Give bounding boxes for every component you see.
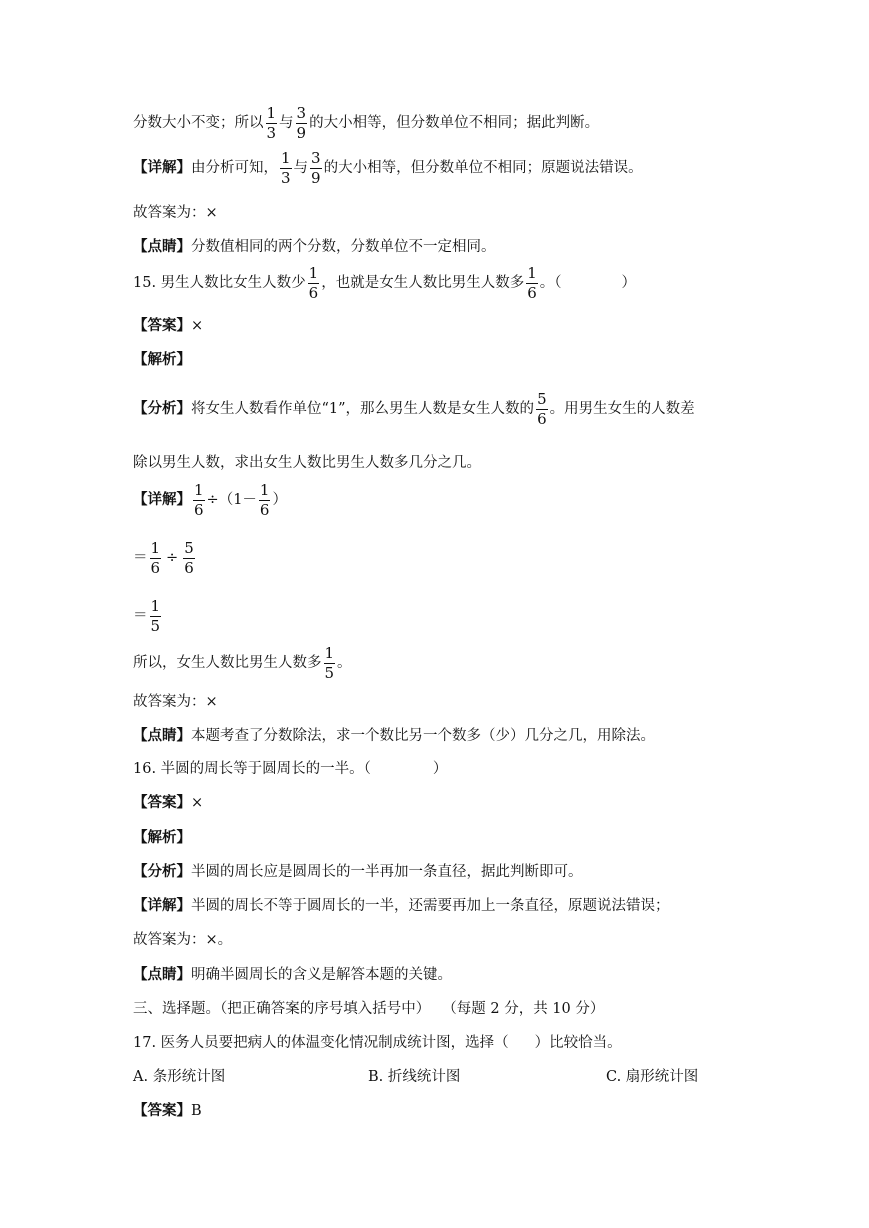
denominator: 5 bbox=[150, 617, 161, 635]
denominator: 6 bbox=[184, 559, 194, 577]
fraction bbox=[266, 106, 278, 141]
fraction bbox=[526, 266, 538, 301]
text: 。用男生女生的人数差 bbox=[549, 401, 695, 418]
fraction bbox=[324, 646, 336, 681]
tag-label: 【点睛】 bbox=[133, 238, 191, 255]
text: 所以，女生人数比男生人数多 bbox=[133, 655, 322, 672]
text: 的大小相等，但分数单位不相同；据此判断。 bbox=[309, 115, 600, 132]
tag-label: 【答案】 bbox=[133, 1102, 191, 1119]
step-2 bbox=[133, 599, 163, 634]
fraction bbox=[259, 483, 271, 518]
conclusion-15 bbox=[133, 646, 352, 681]
fraction bbox=[183, 541, 195, 576]
fraction bbox=[193, 483, 205, 518]
denominator: 6 bbox=[527, 284, 537, 302]
denominator: 5 bbox=[324, 664, 335, 682]
question-15 bbox=[133, 266, 636, 301]
text: 与 bbox=[279, 115, 294, 132]
option-c: C. 扇形统计图 bbox=[606, 1069, 699, 1085]
denominator: 3 bbox=[266, 124, 277, 142]
text: ）比较恰当。 bbox=[534, 1035, 622, 1051]
numerator: 1 bbox=[281, 149, 291, 167]
detail-16 bbox=[133, 899, 670, 914]
analysis-16 bbox=[133, 865, 583, 880]
tag-label: 【点睛】 bbox=[133, 966, 191, 983]
text: × bbox=[191, 318, 204, 334]
text: 本题考查了分数除法，求一个数比另一个数多（少）几分之几，用除法。 bbox=[191, 728, 655, 744]
tag-label: 【分析】 bbox=[133, 863, 191, 880]
text: 半圆的周长不等于圆周长的一半，还需要再加上一条直径，原题说法错误； bbox=[191, 898, 670, 914]
text: 由分析可知， bbox=[191, 160, 278, 177]
numerator: 5 bbox=[184, 539, 194, 557]
detail-line bbox=[133, 151, 643, 186]
denominator: 3 bbox=[281, 169, 291, 187]
operator: ÷ bbox=[166, 550, 179, 567]
tag-label: 【答案】 bbox=[133, 317, 191, 334]
fraction bbox=[150, 599, 162, 634]
text: 17. 医务人员要把病人的体温变化情况制成统计图，选择（ bbox=[133, 1035, 509, 1051]
answer-16 bbox=[133, 796, 203, 811]
fraction bbox=[150, 541, 162, 576]
detail-15 bbox=[133, 483, 287, 518]
numerator: 1 bbox=[150, 539, 161, 557]
analysis-15-cont: 除以男生人数，求出女生人数比男生人数多几分之几。 bbox=[133, 455, 481, 471]
numerator: 1 bbox=[308, 264, 319, 282]
tag-label: 【详解】 bbox=[133, 159, 191, 177]
note-16 bbox=[133, 968, 452, 983]
text: 分数大小不变；所以 bbox=[133, 115, 264, 132]
fraction bbox=[536, 392, 548, 427]
answer-17 bbox=[133, 1104, 202, 1119]
numerator: 5 bbox=[537, 390, 547, 408]
text: 分数值相同的两个分数，分数单位不一定相同。 bbox=[191, 239, 496, 255]
numerator: 1 bbox=[194, 481, 204, 499]
text: 。 bbox=[337, 655, 352, 672]
note-15 bbox=[133, 729, 655, 744]
numerator: 1 bbox=[150, 597, 161, 615]
denominator: 6 bbox=[537, 410, 547, 428]
final-answer-16: 故答案为：×。 bbox=[133, 932, 233, 948]
denominator: 9 bbox=[296, 124, 307, 142]
text: 半圆的周长应是圆周长的一半再加一条直径，据此判断即可。 bbox=[191, 864, 583, 880]
text: 将女生人数看作单位“1”，那么男生人数是女生人数的 bbox=[191, 401, 535, 418]
numerator: 1 bbox=[324, 644, 335, 662]
numerator: 3 bbox=[296, 104, 307, 122]
text: ） bbox=[272, 492, 287, 509]
tag-label: 【答案】 bbox=[133, 794, 191, 811]
question-16 bbox=[133, 762, 447, 777]
text: × bbox=[191, 795, 204, 811]
text: （每题 2 分，共 10 分） bbox=[442, 1001, 605, 1017]
denominator: 6 bbox=[194, 501, 204, 519]
denominator: 9 bbox=[311, 169, 321, 187]
final-answer-15: 故答案为：× bbox=[133, 694, 218, 710]
tag-label: 【点睛】 bbox=[133, 727, 191, 744]
note-line bbox=[133, 240, 496, 255]
fraction bbox=[310, 151, 322, 186]
analysis-15 bbox=[133, 392, 695, 427]
tag-label: 【详解】 bbox=[133, 897, 191, 914]
section-heading-choice bbox=[133, 1002, 604, 1017]
fraction bbox=[308, 266, 320, 301]
tag-label: 【分析】 bbox=[133, 400, 191, 418]
text: 15. 男生人数比女生人数少 bbox=[133, 275, 306, 292]
option-b: B. 折线统计图 bbox=[368, 1069, 461, 1085]
text: 。（ bbox=[539, 275, 562, 292]
fraction bbox=[296, 106, 308, 141]
analysis-heading-15: 【解析】 bbox=[133, 351, 191, 368]
tag-label: 【详解】 bbox=[133, 491, 191, 509]
numerator: 1 bbox=[259, 481, 270, 499]
denominator: 6 bbox=[308, 284, 319, 302]
text: 16. 半圆的周长等于圆周长的一半。（ bbox=[133, 761, 371, 777]
fraction bbox=[280, 151, 292, 186]
numerator: 3 bbox=[311, 149, 321, 167]
denominator: 6 bbox=[259, 501, 270, 519]
equals-sign: ＝ bbox=[133, 550, 148, 567]
text: 的大小相等，但分数单位不相同；原题说法错误。 bbox=[323, 160, 643, 177]
text: 明确半圆周长的含义是解答本题的关键。 bbox=[191, 967, 452, 983]
equals-sign: ＝ bbox=[133, 608, 148, 625]
question-17 bbox=[133, 1036, 622, 1051]
option-a: A. 条形统计图 bbox=[133, 1069, 226, 1085]
text: ） bbox=[621, 275, 637, 292]
answer-15 bbox=[133, 319, 203, 334]
step-1 bbox=[133, 541, 197, 576]
text: B bbox=[191, 1103, 202, 1119]
text: ） bbox=[432, 761, 448, 777]
numerator: 1 bbox=[266, 104, 277, 122]
text: 三、选择题。（把正确答案的序号填入括号中） bbox=[133, 1001, 431, 1017]
text: ÷（1－ bbox=[206, 492, 257, 509]
text: 与 bbox=[293, 160, 309, 177]
denominator: 6 bbox=[150, 559, 161, 577]
analysis-continuation bbox=[133, 106, 599, 141]
numerator: 1 bbox=[527, 264, 537, 282]
analysis-heading-16: 【解析】 bbox=[133, 829, 191, 846]
answer-line: 故答案为：× bbox=[133, 205, 218, 221]
text: ，也就是女生人数比男生人数多 bbox=[321, 275, 525, 292]
